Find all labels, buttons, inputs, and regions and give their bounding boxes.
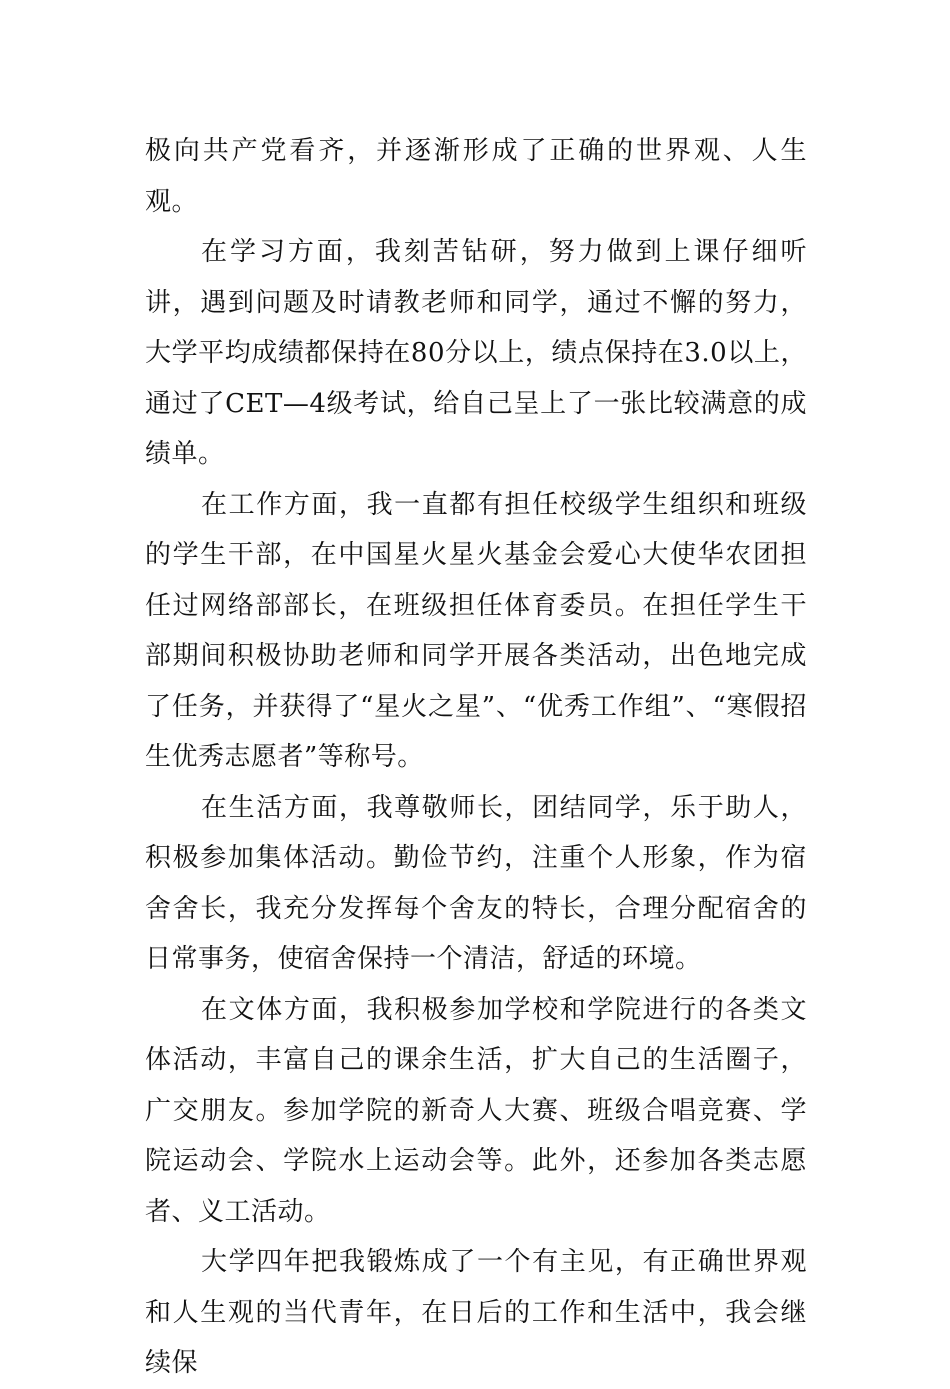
- paragraph-culture-sports: 在文体方面，我积极参加学校和学院进行的各类文体活动，丰富自己的课余生活，扩大自己的生活圈子，广交朋友。参加学院的新奇人大赛、班级合唱竞赛、学院运动会、学院水上运动会等。此外，还参加各类志愿者、义工活动。: [145, 994, 807, 1227]
- paragraph-continuation: 极向共产党看齐，并逐渐形成了正确的世界观、人生观。: [145, 136, 807, 217]
- paragraph-summary: 大学四年把我锻炼成了一个有主见，有正确世界观和人生观的当代青年，在日后的工作和生活中，我会继续保: [145, 1247, 807, 1378]
- document-body: [145, 126, 807, 1389]
- paragraph-study: 在学习方面，我刻苦钻研，努力做到上课仔细听讲，遇到问题及时请教老师和同学，通过不懈的努力，大学平均成绩都保持在80分以上，绩点保持在3.0以上，通过了CET—4级考试，给自己呈上了一张比较满意的成绩单。: [145, 237, 807, 469]
- paragraph-life: 在生活方面，我尊敬师长，团结同学，乐于助人，积极参加集体活动。勤俭节约，注重个人形象，作为宿舍舍长，我充分发挥每个舍友的特长，合理分配宿舍的日常事务，使宿舍保持一个清洁，舒适的环境。: [145, 792, 807, 974]
- paragraph-work: 在工作方面，我一直都有担任校级学生组织和班级的学生干部，在中国星火星火基金会爱心大使华农团担任过网络部部长，在班级担任体育委员。在担任学生干部期间积极协助老师和同学开展各类活动，出色地完成了任务，并获得了“星火之星”、“优秀工作组”、“寒假招生优秀志愿者”等称号。: [145, 489, 807, 772]
